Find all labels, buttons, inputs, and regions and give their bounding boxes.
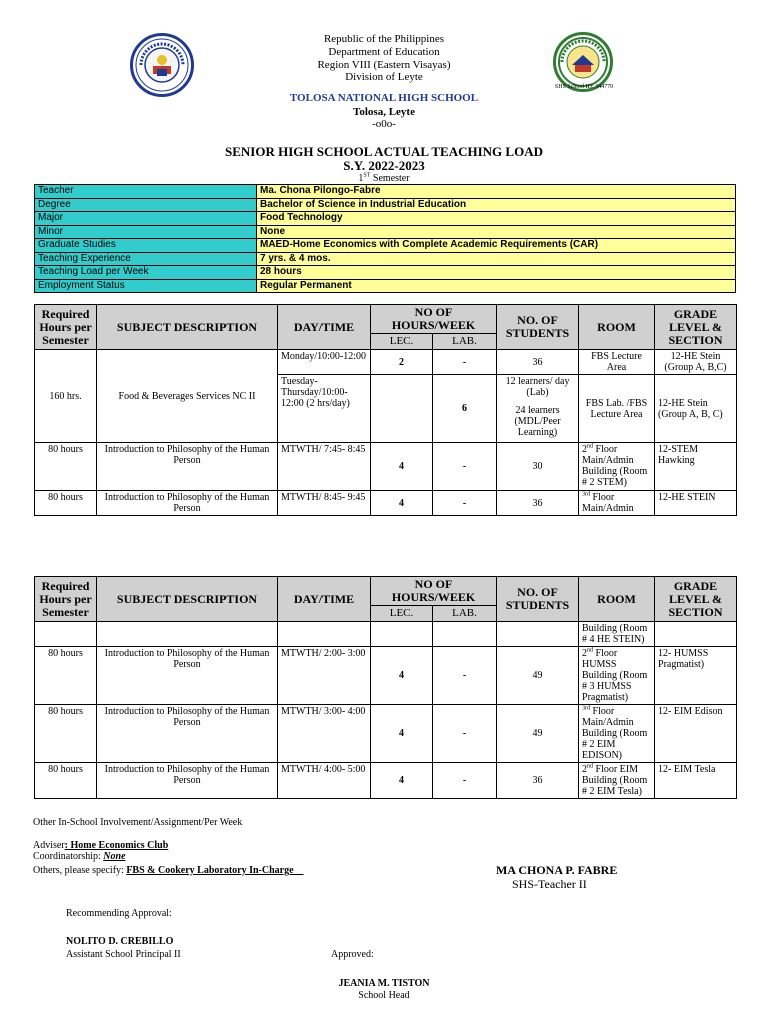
teaching-load-table-1 — [34, 304, 737, 516]
info-row — [35, 185, 736, 199]
col-subject: SUBJECT DESCRIPTION — [97, 305, 278, 350]
cell-required-hours — [35, 622, 97, 647]
page-title: SENIOR HIGH SCHOOL ACTUAL TEACHING LOAD — [225, 144, 543, 159]
cell-required-hours: 80 hours — [35, 491, 97, 516]
cell-subject: Introduction to Philosophy of the Human Person — [97, 491, 278, 516]
info-value: 7 yrs. & 4 mos. — [257, 252, 736, 266]
cell-students: 49 — [497, 647, 579, 705]
cell-lec: 4 — [371, 443, 433, 491]
info-value: 28 hours — [257, 266, 736, 280]
col-daytime: DAY/TIME — [278, 577, 371, 622]
cell-daytime: MTWTH/ 8:45- 9:45 — [278, 491, 371, 516]
cell-daytime: MTWTH/ 3:00- 4:00 — [278, 705, 371, 763]
col-students: NO. OF STUDENTS — [497, 577, 579, 622]
info-label: Degree — [35, 198, 257, 212]
col-lab: LAB. — [433, 334, 497, 350]
cell-daytime: MTWTH/ 7:45- 8:45 — [278, 443, 371, 491]
teaching-load-table-2 — [34, 576, 737, 799]
info-row — [35, 225, 736, 239]
table-row — [35, 647, 737, 705]
info-row — [35, 279, 736, 293]
cell-grade-section: 12-HE Stein (Group A, B,C) — [655, 350, 737, 375]
info-value: Regular Permanent — [257, 279, 736, 293]
cell-lab: - — [433, 763, 497, 799]
other-involvement-label: Other In-School Involvement/Assignment/Per Week — [33, 817, 243, 828]
cell-room: 2nd Floor Main/Admin Building (Room # 2 STEM) — [579, 443, 655, 491]
cell-room: Building (Room # 4 HE STEIN) — [579, 622, 655, 647]
cell-subject: Food & Beverages Services NC II — [97, 350, 278, 443]
school-id: SHS School ID: 344770 — [554, 84, 614, 90]
cell-lab: - — [433, 443, 497, 491]
cell-students: 30 — [497, 443, 579, 491]
header-region: Region VIII (Eastern Visayas) — [317, 59, 451, 71]
cell-grade-section: 12- EIM Edison — [655, 705, 737, 763]
info-label: Teaching Load per Week — [35, 266, 257, 280]
col-room: ROOM — [579, 577, 655, 622]
cell-room: FBS Lab. /FBS Lecture Area — [579, 375, 655, 443]
info-label: Employment Status — [35, 279, 257, 293]
cell-lec: 4 — [371, 491, 433, 516]
col-room: ROOM — [579, 305, 655, 350]
cell-lec — [371, 622, 433, 647]
cell-grade-section — [655, 622, 737, 647]
teacher-position: SHS-Teacher II — [512, 877, 587, 891]
cell-required-hours: 80 hours — [35, 443, 97, 491]
cell-lab: - — [433, 705, 497, 763]
school-head-signature-name: JEANIA M. TISTON — [338, 978, 430, 989]
cell-required-hours: 80 hours — [35, 647, 97, 705]
cell-daytime: Tuesday-Thursday/10:00-12:00 (2 hrs/day) — [278, 375, 371, 443]
header-department: Department of Education — [328, 46, 440, 58]
table-row — [35, 350, 737, 375]
cell-students — [497, 622, 579, 647]
adviser-line: Adviser: Home Economics Club — [33, 840, 169, 851]
info-value: Food Technology — [257, 212, 736, 226]
cell-required-hours: 80 hours — [35, 763, 97, 799]
col-required-hours: Required Hours per Semester — [35, 305, 97, 350]
col-lec: LEC. — [371, 334, 433, 350]
recommending-approval-label: Recommending Approval: — [66, 908, 172, 919]
info-value: None — [257, 225, 736, 239]
cell-daytime: MTWTH/ 4:00- 5:00 — [278, 763, 371, 799]
info-label: Minor — [35, 225, 257, 239]
cell-grade-section: 12-HE STEIN — [655, 491, 737, 516]
school-name: TOLOSA NATIONAL HIGH SCHOOL — [289, 92, 479, 104]
cell-room: 2nd Floor EIM Building (Room # 2 EIM Tesla) — [579, 763, 655, 799]
teacher-signature-name: MA CHONA P. FABRE — [496, 863, 618, 877]
recommending-signature-name: NOLITO D. CREBILLO — [66, 936, 174, 947]
info-label: Teaching Experience — [35, 252, 257, 266]
info-row — [35, 252, 736, 266]
info-row — [35, 212, 736, 226]
cell-lec: 4 — [371, 647, 433, 705]
teacher-info-table — [34, 184, 736, 293]
table-row — [35, 705, 737, 763]
cell-lab: - — [433, 491, 497, 516]
cell-grade-section: 12- EIM Tesla — [655, 763, 737, 799]
cell-grade-section: 12- HUMSS Pragmatist) — [655, 647, 737, 705]
info-label: Major — [35, 212, 257, 226]
cell-lab: 6 — [433, 375, 497, 443]
col-required-hours: Required Hours per Semester — [35, 577, 97, 622]
recommending-position: Assistant School Principal II — [66, 949, 181, 960]
info-row — [35, 198, 736, 212]
approved-label: Approved: — [331, 949, 374, 960]
cell-students: 49 — [497, 705, 579, 763]
students-lab: 12 learners/ day (Lab) — [505, 376, 570, 398]
col-daytime: DAY/TIME — [278, 305, 371, 350]
table-row — [35, 443, 737, 491]
col-grade-section: GRADE LEVEL & SECTION — [655, 577, 737, 622]
cell-lab: - — [433, 350, 497, 375]
students-mdl: 24 learners (MDL/Peer Learning) — [514, 405, 561, 438]
info-label: Graduate Studies — [35, 239, 257, 253]
cell-grade-section: 12-STEM Hawking — [655, 443, 737, 491]
school-year: S.Y. 2022-2023 — [343, 158, 425, 173]
coordinatorship-line: Coordinatorship: None — [33, 851, 126, 862]
info-value: MAED-Home Economics with Complete Academic Requirements (CAR) — [257, 239, 736, 253]
cell-daytime: Monday/10:00-12:00 — [278, 350, 371, 375]
cell-required-hours: 160 hrs. — [35, 350, 97, 443]
cell-grade-section: 12-HE Stein (Group A, B, C) — [655, 375, 737, 443]
school-head-position: School Head — [358, 990, 410, 1001]
table-row — [35, 763, 737, 799]
cell-required-hours: 80 hours — [35, 705, 97, 763]
cell-lab — [433, 622, 497, 647]
cell-room: $^{3rd}$ Floor Main/Admin Building (Room # 2 EIM EDISON) — [579, 705, 655, 763]
col-grade-section: GRADE LEVEL & SECTION — [655, 305, 737, 350]
table-row — [35, 491, 737, 516]
cell-room: FBS Lecture Area — [579, 350, 655, 375]
cell-subject: Introduction to Philosophy of the Human Person — [97, 443, 278, 491]
cell-students: 36 — [497, 350, 579, 375]
cell-daytime: MTWTH/ 2:00- 3:00 — [278, 647, 371, 705]
cell-lab: - — [433, 647, 497, 705]
cell-subject — [97, 622, 278, 647]
cell-room: 2nd Floor HUMSS Building (Room # 3 HUMSS Pragmatist) — [579, 647, 655, 705]
info-row — [35, 239, 736, 253]
info-row — [35, 266, 736, 280]
col-students: NO. OF STUDENTS — [497, 305, 579, 350]
info-value: Ma. Chona Pilongo-Fabre — [257, 185, 736, 199]
col-subject: SUBJECT DESCRIPTION — [97, 577, 278, 622]
school-town: Tolosa, Leyte — [353, 106, 415, 118]
cell-lec: 2 — [371, 350, 433, 375]
cell-room: $^{3rd}$ Floor Main/Admin — [579, 491, 655, 516]
header-division: Division of Leyte — [345, 71, 423, 83]
cell-students: 36 — [497, 491, 579, 516]
others-line: Others, please specify: FBS & Cookery Laboratory In-Charge — [33, 865, 304, 876]
table-row — [35, 622, 737, 647]
cell-lec: 4 — [371, 705, 433, 763]
cell-students — [497, 375, 579, 443]
info-label: Teacher — [35, 185, 257, 199]
cell-subject: Introduction to Philosophy of the Human Person — [97, 647, 278, 705]
col-lab: LAB. — [433, 606, 497, 622]
cell-students: 36 — [497, 763, 579, 799]
header-republic: Republic of the Philippines — [323, 33, 445, 45]
semester: 1ST Semester — [358, 172, 410, 184]
col-lec: LEC. — [371, 606, 433, 622]
cell-subject: Introduction to Philosophy of the Human Person — [97, 705, 278, 763]
header-separator: -o0o- — [372, 118, 396, 130]
cell-daytime — [278, 622, 371, 647]
cell-lec — [371, 375, 433, 443]
cell-lec: 4 — [371, 763, 433, 799]
cell-subject: Introduction to Philosophy of the Human Person — [97, 763, 278, 799]
col-hours-week: NO OF HOURS/WEEK — [371, 305, 497, 334]
col-hours-week: NO OF HOURS/WEEK — [371, 577, 497, 606]
info-value: Bachelor of Science in Industrial Education — [257, 198, 736, 212]
